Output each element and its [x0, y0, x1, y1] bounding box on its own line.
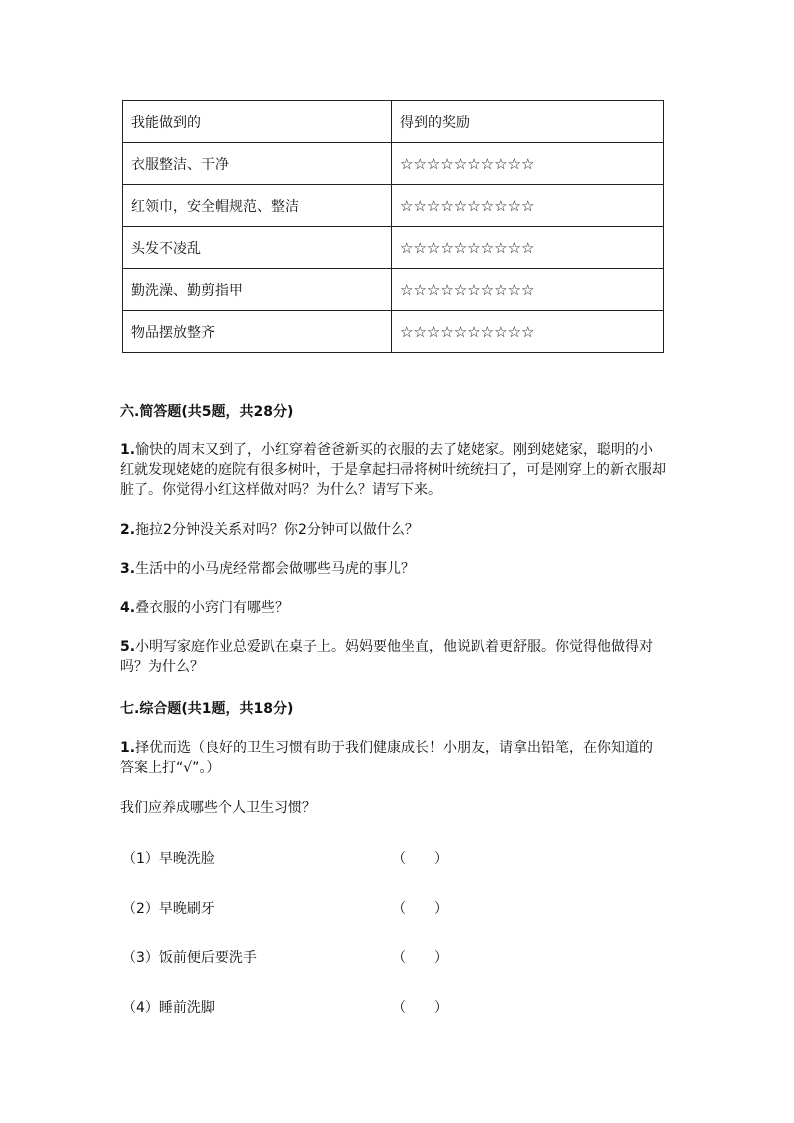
paren-open: （ [392, 851, 406, 867]
table-row [123, 311, 664, 353]
table-cell-stars: ☆☆☆☆☆☆☆☆☆☆ [392, 185, 664, 227]
question-number: 4. [120, 600, 136, 616]
paren-open: （ [392, 901, 406, 917]
table-cell-item: 勤洗澡、勤剪指甲 [123, 269, 392, 311]
choice-row [120, 898, 460, 918]
question-number: 5. [120, 639, 136, 655]
paren-close: ） [434, 950, 448, 966]
table-cell-item: 物品摆放整齐 [123, 311, 392, 353]
paren-open: （ [392, 950, 406, 966]
answer-blank[interactable] [392, 947, 448, 967]
table-cell-stars: ☆☆☆☆☆☆☆☆☆☆ [392, 227, 664, 269]
table-cell-stars: ☆☆☆☆☆☆☆☆☆☆ [392, 311, 664, 353]
answer-blank[interactable] [392, 898, 448, 918]
question-text: 生活中的小马虎经常都会做哪些马虎的事儿？ [135, 561, 416, 577]
section6-title: 六.简答题(共5题，共28分) [120, 404, 294, 420]
answer-blank[interactable] [392, 848, 448, 868]
question-text: 拖拉2分钟没关系对吗？你2分钟可以做什么？ [135, 522, 419, 538]
question-number: 3. [120, 561, 136, 577]
choice-row [120, 947, 460, 967]
table-row [123, 269, 664, 311]
choice-label: （2）早晚刷牙 [122, 901, 215, 917]
table-header-cell: 我能做到的 [123, 101, 392, 143]
question-prompt: 我们应养成哪些个人卫生习惯？ [120, 800, 316, 816]
choice-label: （1）早晚洗脸 [122, 851, 215, 867]
paren-close: ） [434, 851, 448, 867]
question-number: 1. [120, 442, 136, 458]
reward-table [122, 100, 664, 353]
table-row [123, 185, 664, 227]
question [120, 520, 666, 540]
table-header-row [123, 101, 664, 143]
table-cell-item: 红领巾，安全帽规范、整洁 [123, 185, 392, 227]
question-text: 叠衣服的小窍门有哪些？ [135, 600, 290, 616]
table-cell-stars: ☆☆☆☆☆☆☆☆☆☆ [392, 269, 664, 311]
question [120, 637, 666, 677]
answer-blank[interactable] [392, 997, 448, 1017]
paren-close: ） [434, 1000, 448, 1016]
table-cell-item: 衣服整洁、干净 [123, 143, 392, 185]
choice-row [120, 848, 460, 868]
question [120, 559, 666, 579]
table-row [123, 143, 664, 185]
paren-open: （ [392, 1000, 406, 1016]
question [120, 598, 666, 618]
choice-row [120, 997, 460, 1017]
table-cell-item: 头发不凌乱 [123, 227, 392, 269]
question-text: 愉快的周末又到了，小红穿着爸爸新买的衣服的去了姥姥家。刚到姥姥家，聪明的小红就发现姥姥的庭院有很多树叶，于是拿起扫帚将树叶统统扫了，可是刚穿上的新衣服却脏了。你觉得小红这样做对吗？为什么？请写下来。 [120, 442, 666, 498]
choice-label: （4）睡前洗脚 [122, 1000, 215, 1016]
question [120, 738, 666, 778]
question [120, 440, 666, 500]
section7-title: 七.综合题(共1题，共18分) [120, 701, 294, 717]
question-number: 2. [120, 522, 136, 538]
choice-label: （3）饭前便后要洗手 [122, 950, 257, 966]
table-row [123, 227, 664, 269]
question-text: 择优而选（良好的卫生习惯有助于我们健康成长！小朋友，请拿出铅笔，在你知道的答案上打“√”。） [120, 740, 654, 776]
paren-close: ） [434, 901, 448, 917]
question-text: 小明写家庭作业总爱趴在桌子上。妈妈要他坐直，他说趴着更舒服。你觉得他做得对吗？为什么？ [120, 639, 654, 675]
table-header-cell: 得到的奖励 [392, 101, 664, 143]
table-cell-stars: ☆☆☆☆☆☆☆☆☆☆ [392, 143, 664, 185]
question-number: 1. [120, 740, 136, 756]
